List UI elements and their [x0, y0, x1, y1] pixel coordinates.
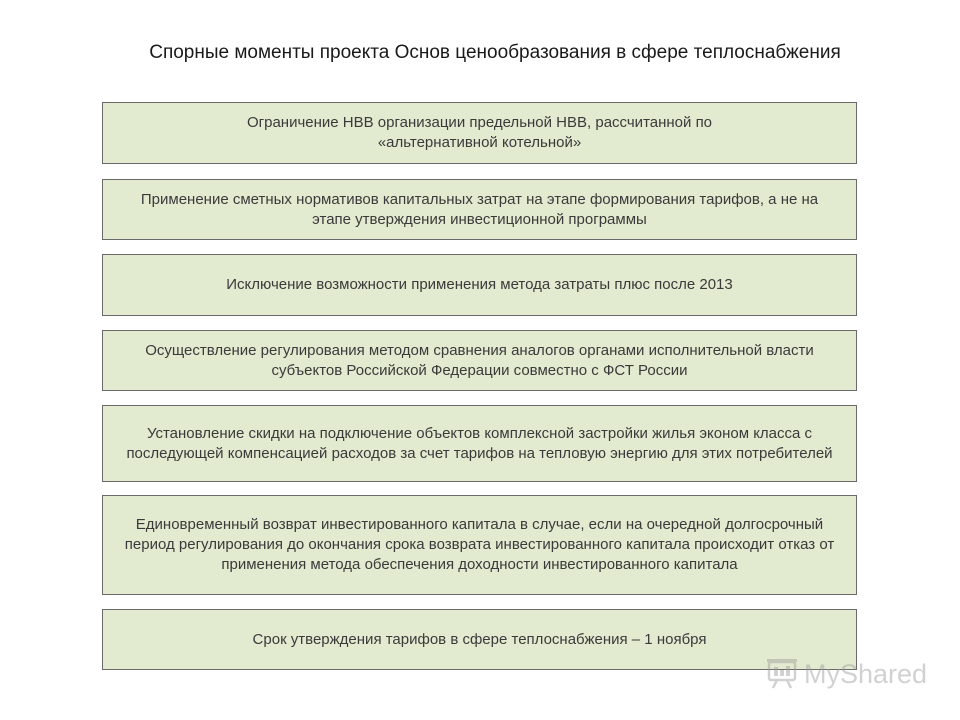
issue-text-5: Установление скидки на подключение объектов комплексной застройки жилья эконом класса с последующей компенсацией расходов за счет тарифов на тепловую энергию для этих потребителей [126, 424, 833, 462]
issue-text-7: Срок утверждения тарифов в сфере теплоснабжения – 1 ноября [252, 630, 707, 648]
watermark-logo [766, 654, 927, 694]
issue-box-7 [102, 609, 857, 670]
issue-box-6 [102, 495, 857, 595]
issue-text-4: Осуществление регулирования методом сравнения аналогов органами исполнительной власти субъектов Российской Федерации совместно с ФСТ России [145, 341, 814, 379]
issue-box-5 [102, 405, 857, 482]
watermark-text: MyShared [804, 658, 928, 689]
presentation-board-icon [766, 657, 800, 691]
slide-title: Спорные моменты проекта Основ ценообразования в сфере теплоснабжения [149, 42, 841, 63]
issue-text-1: Ограничение НВВ организации предельной НВВ, рассчитанной по «альтернативной котельной» [246, 114, 713, 151]
issue-box-1 [102, 102, 857, 164]
issue-text-2: Применение сметных нормативов капитальных затрат на этапе формирования тарифов, а не на этапе утверждения инвестиционной программы [140, 190, 819, 228]
issue-text-3: Исключение возможности применения метода затраты плюс после 2013 [226, 276, 733, 293]
issue-box-4 [102, 330, 857, 391]
issue-box-2 [102, 179, 857, 240]
issue-text-6: Единовременный возврат инвестированного капитала в случае, если на очередной долгосрочный период регулирования до окончания срока возврата инвестированного капитала происходит отказ от применения метода обеспечения доходности инвестированного капитала [124, 516, 835, 573]
issue-box-3 [102, 254, 857, 316]
